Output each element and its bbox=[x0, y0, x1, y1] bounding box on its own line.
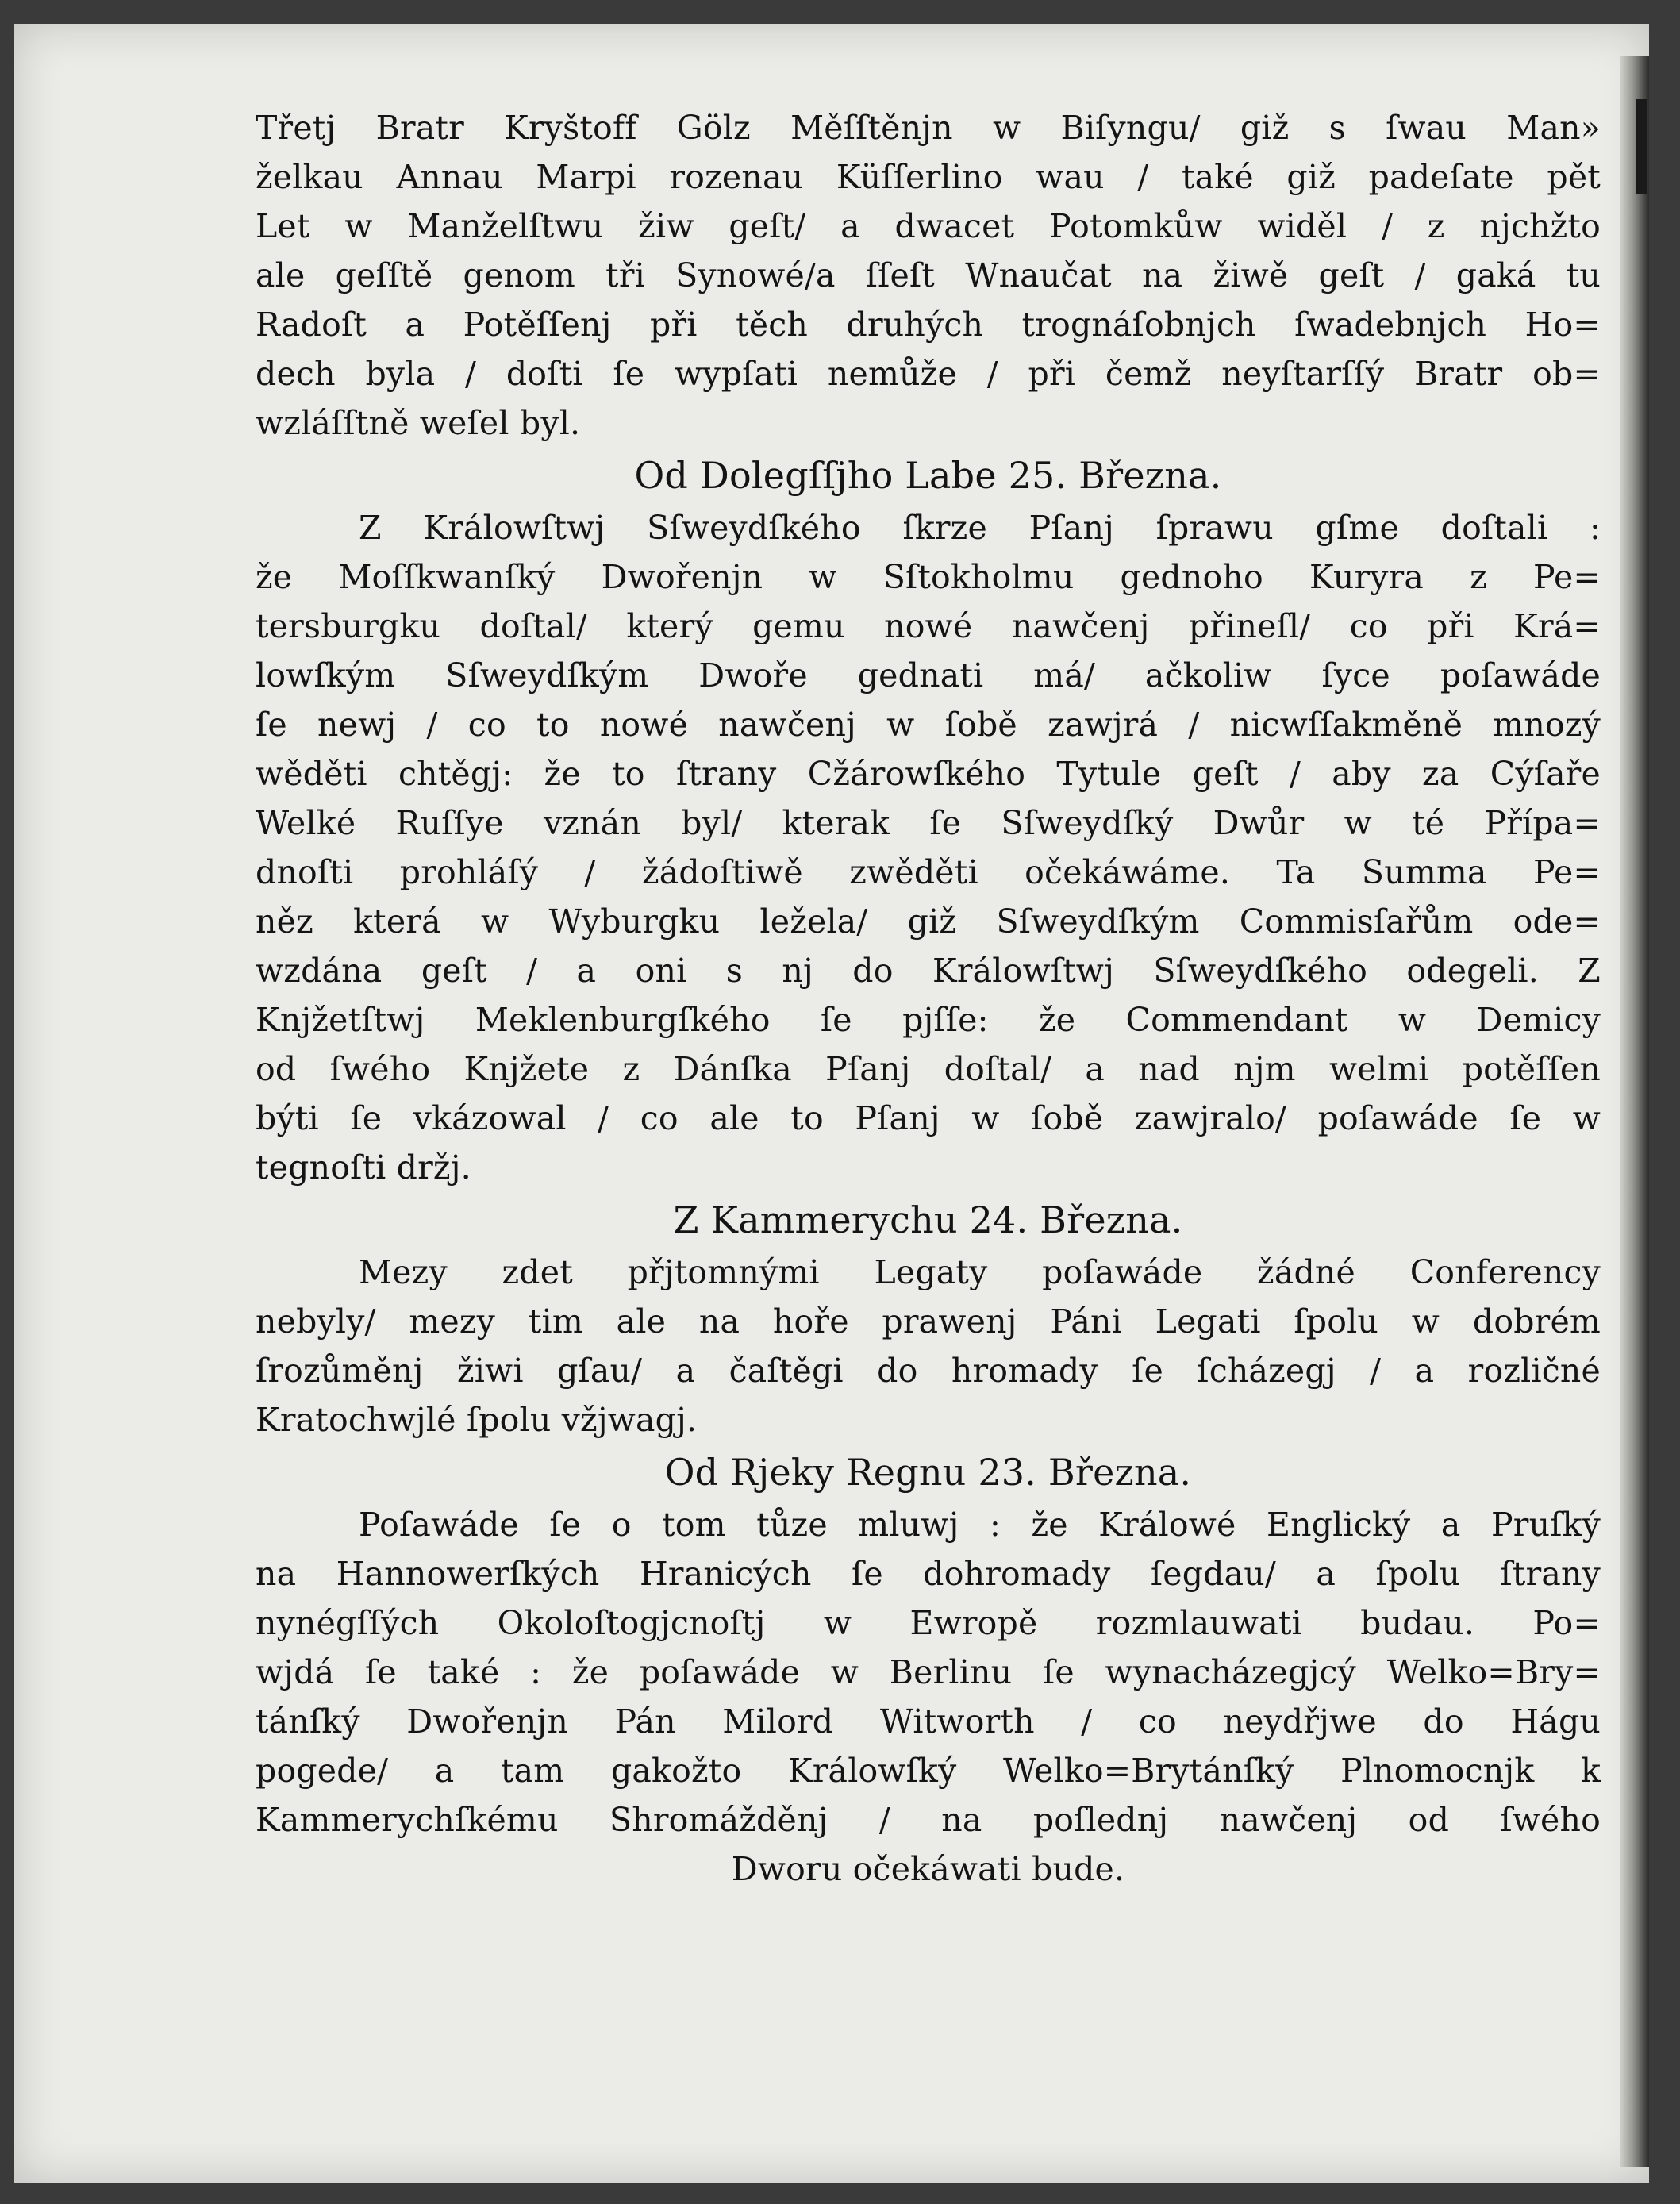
text-line: pogede/ a tam gakožto Králowſký Welko=Brytánſký Plnomocnjk k bbox=[256, 1752, 1601, 1790]
text-line: Radoſt a Potěſſenj při těch druhých trognáſobnjch ſwadebnjch Ho= bbox=[256, 306, 1601, 344]
section-heading: Od Dolegſſjho Labe 25. Března. bbox=[634, 454, 1222, 497]
text-line: Knjžetſtwj Meklenburgſkého ſe pjſſe: že Commendant w Demicy bbox=[256, 1001, 1601, 1039]
text-line: wzdána geſt / a oni s nj do Králowſtwj Sſweydſkého odegeli. Z bbox=[256, 952, 1601, 990]
text-line: nebyly/ mezy tim ale na hoře prawenj Páni Legati ſpolu w dobrém bbox=[256, 1302, 1601, 1340]
text-line: Mezy zdet přjtomnými Legaty poſawáde žádné Conferency bbox=[359, 1253, 1601, 1291]
text-line: tánſký Dwořenjn Pán Milord Witworth / co neydřjwe do Hágu bbox=[256, 1702, 1601, 1741]
text-line: wzláſſtně weſel byl. bbox=[256, 404, 581, 442]
text-line: dech byla / doſti ſe wypſati nemůže / při čemž neyſtarſſý Bratr ob= bbox=[256, 355, 1601, 393]
article-text bbox=[256, 103, 1601, 1894]
text-line: wjdá ſe také : že poſawáde w Berlinu ſe wynacházegjcý Welko=Bry= bbox=[256, 1653, 1601, 1691]
text-line: něz která w Wyburgku ležela/ giž Sſweydſkým Commisſařům ode= bbox=[256, 902, 1601, 940]
text-line: Dworu očekáwati bude. bbox=[731, 1850, 1125, 1888]
text-line: Kratochwjlé ſpolu vžjwagj. bbox=[256, 1401, 698, 1439]
text-line: lowſkým Sſweydſkým Dwoře gednati má/ ačkoliw ſyce poſawáde bbox=[256, 656, 1601, 694]
text-line: Welké Ruſſye vznán byl/ kterak ſe Sſweydſký Dwůr w té Přípa= bbox=[256, 804, 1601, 842]
text-line: wěděti chtěgj: že to ſtrany Cžárowſkého Tytule geſt / aby za Cýſaře bbox=[256, 755, 1601, 793]
text-line: na Hannowerſkých Hranicých ſe dohromady ſegdau/ a ſpolu ſtrany bbox=[256, 1555, 1601, 1593]
text-line: že Moſſkwanſký Dwořenjn w Sſtokholmu gednoho Kuryra z Pe= bbox=[256, 558, 1601, 596]
text-line: Let w Manželſtwu žiw geſt/ a dwacet Potomkůw widěl / z njchžto bbox=[256, 207, 1601, 245]
section-heading: Od Rjeky Regnu 23. Března. bbox=[664, 1451, 1192, 1494]
text-line: tegnoſti držj. bbox=[256, 1148, 471, 1187]
text-line: nynégſſých Okoloſtogjcnoſtj w Ewropě rozmlauwati budau. Po= bbox=[256, 1604, 1601, 1642]
text-line: Poſawáde ſe o tom tůze mluwj : že Králowé Englický a Pruſký bbox=[359, 1506, 1601, 1544]
text-line: želkau Annau Marpi rozenau Küſſerlino wau / také giž padeſate pět bbox=[256, 158, 1601, 196]
text-line: od ſwého Knjžete z Dánſka Pſanj doſtal/ a nad njm welmi potěſſen bbox=[256, 1050, 1601, 1088]
text-line: býti ſe vkázowal / co ale to Pſanj w ſobě zawjralo/ poſawáde ſe w bbox=[256, 1099, 1601, 1137]
page-edge-mark bbox=[1636, 99, 1647, 194]
section-heading: Z Kammerychu 24. Března. bbox=[673, 1198, 1183, 1241]
text-line: tersburgku doſtal/ který gemu nowé nawčenj přineſl/ co při Krá= bbox=[256, 607, 1601, 645]
text-line: ſe newj / co to nowé nawčenj w ſobě zawjrá / nicwſſakměně mnozý bbox=[256, 706, 1601, 744]
page-edge bbox=[1620, 56, 1649, 2167]
text-line: Třetj Bratr Kryštoff Gölz Měſſtěnjn w Biſyngu/ giž s ſwau Man» bbox=[256, 109, 1601, 147]
text-line: ale geſſtě genom tři Synowé/a ſſeſt Wnaučat na žiwě geſt / gaká tu bbox=[256, 256, 1601, 294]
text-line: ſrozůměnj žiwi gſau/ a čaſtěgi do hromady ſe ſcházegj / a rozličné bbox=[256, 1352, 1601, 1390]
text-line: Kammerychſkému Shromážděnj / na poſlednj nawčenj od ſwého bbox=[256, 1801, 1601, 1839]
text-line: Z Králowſtwj Sſweydſkého ſkrze Pſanj ſprawu gſme doſtali : bbox=[359, 509, 1601, 547]
text-line: dnoſti prohláſý / žádoſtiwě zwěděti očekáwáme. Ta Summa Pe= bbox=[256, 853, 1601, 891]
